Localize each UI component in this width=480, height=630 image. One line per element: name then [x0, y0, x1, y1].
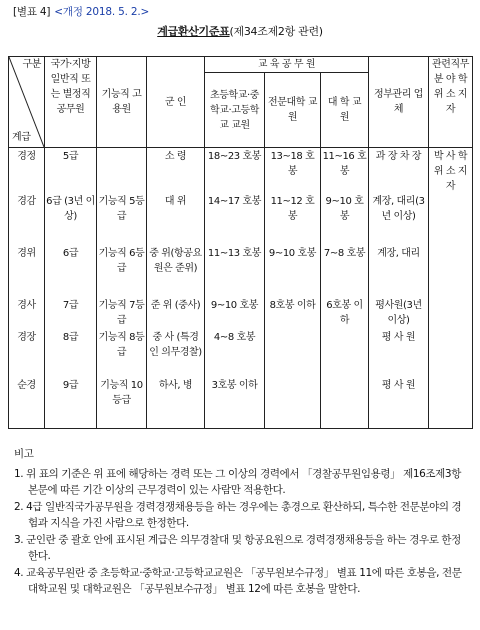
technical-cell: 기능직 6등급	[97, 246, 147, 298]
table-row	[9, 194, 473, 246]
school-teacher-cell: 14~17 호봉	[205, 194, 265, 246]
national-cell: 7급	[45, 298, 97, 330]
table-row	[9, 298, 473, 330]
remark-item: 2. 4급 일반직국가공무원을 경력경쟁채용등을 하는 경우에는 총경으로 환산하되, 특수한 전문분야의 경험과 지식을 가진 사람으로 한정한다.	[14, 500, 462, 529]
remark-item: 4. 교육공무원란 중 초등학교·중학교·고등학교교원은 「공무원보수규정」 별표 11에 따른 호봉을, 전문대학교원 및 대학교원은 「공무원보수규정」 별표 12에 따른 호봉을 말한다.	[14, 566, 462, 595]
related-degree-cell	[429, 330, 473, 378]
univ-teacher-cell: 6호봉 이하	[321, 298, 369, 330]
col-education-group-header: 교 육 공 무 원	[205, 57, 369, 73]
related-degree-cell	[429, 194, 473, 246]
military-cell: 준 위 (중사)	[147, 298, 205, 330]
annex-label: [별표 4]	[13, 6, 51, 18]
related-degree-cell	[429, 246, 473, 298]
rank-cell: 경감	[9, 194, 45, 246]
rank-cell: 순경	[9, 378, 45, 428]
univ-teacher-cell: 9~10 호봉	[321, 194, 369, 246]
college-teacher-cell: 13~18 호봉	[265, 148, 321, 195]
related-degree-cell: 박 사 학 위 소 지 자	[429, 148, 473, 195]
univ-teacher-cell	[321, 330, 369, 378]
technical-cell: 기능직 7등급	[97, 298, 147, 330]
remarks-section	[14, 446, 470, 598]
col-technical-header: 기능직 고용원	[97, 57, 147, 148]
rank-cell: 경사	[9, 298, 45, 330]
col-gov-agency-header: 정부관리 업체	[369, 57, 429, 148]
table-row	[9, 378, 473, 428]
college-teacher-cell: 11~12 호봉	[265, 194, 321, 246]
col-related-degree-header: 관련직무 분 야 학 위 소 지 자	[429, 57, 473, 148]
col-edu-univ-header: 대 학 교 원	[321, 73, 369, 148]
college-teacher-cell	[265, 378, 321, 428]
military-cell: 소 령	[147, 148, 205, 195]
national-cell: 6급	[45, 246, 97, 298]
remark-item: 3. 군인란 중 괄호 안에 표시된 계급은 의무경찰대 및 항공요원으로 경력경쟁채용등을 하는 경우로 한정한다.	[14, 533, 461, 562]
related-degree-cell	[429, 298, 473, 330]
corner-label-rank: 계급	[12, 132, 31, 143]
amendment-date: <개정 2018. 5. 2.>	[54, 6, 150, 18]
rank-cell: 경장	[9, 330, 45, 378]
corner-header	[9, 57, 45, 148]
college-teacher-cell	[265, 330, 321, 378]
col-military-header: 군 인	[147, 57, 205, 148]
national-cell: 8급	[45, 330, 97, 378]
univ-teacher-cell	[321, 378, 369, 428]
technical-cell: 기능직 5등급	[97, 194, 147, 246]
rank-cell: 경위	[9, 246, 45, 298]
remarks-list	[14, 466, 470, 598]
table-row	[9, 148, 473, 195]
univ-teacher-cell: 7~8 호봉	[321, 246, 369, 298]
school-teacher-cell: 4~8 호봉	[205, 330, 265, 378]
col-edu-school-header: 초등학교·중학교·고등학교 교원	[205, 73, 265, 148]
title-sub: (제34조제2항 관련)	[229, 25, 323, 38]
school-teacher-cell: 18~23 호봉	[205, 148, 265, 195]
national-cell: 6급 (3년 이상)	[45, 194, 97, 246]
title-main: 계급환산기준표	[157, 25, 230, 38]
gov-agency-cell: 평사원(3년 이상)	[369, 298, 429, 330]
school-teacher-cell: 9~10 호봉	[205, 298, 265, 330]
gov-agency-cell: 평 사 원	[369, 378, 429, 428]
college-teacher-cell: 8호봉 이하	[265, 298, 321, 330]
gov-agency-cell: 평 사 원	[369, 330, 429, 378]
military-cell: 중 위(항공요원은 준위)	[147, 246, 205, 298]
table-row	[9, 246, 473, 298]
table-title	[0, 23, 480, 39]
table-row	[9, 330, 473, 378]
rank-cell: 경정	[9, 148, 45, 195]
military-cell: 대 위	[147, 194, 205, 246]
univ-teacher-cell: 11~16 호봉	[321, 148, 369, 195]
military-cell: 중 사 (특경인 의무경찰)	[147, 330, 205, 378]
gov-agency-cell: 계장, 대리	[369, 246, 429, 298]
national-cell: 5급	[45, 148, 97, 195]
col-national-header: 국가·지방일반직 또는 별정직공무원	[45, 57, 97, 148]
gov-agency-cell: 계장, 대리(3년 이상)	[369, 194, 429, 246]
corner-label-division: 구분	[22, 59, 41, 70]
grade-conversion-table	[8, 56, 473, 429]
remark-item: 1. 위 표의 기준은 위 표에 해당하는 경력 또는 그 이상의 경력에서 「경찰공무원임용령」 제16조제3항 본문에 따른 기간 이상의 근무경력이 있는 사람만 적용한다.	[14, 467, 461, 496]
national-cell: 9급	[45, 378, 97, 428]
related-degree-cell	[429, 378, 473, 428]
school-teacher-cell: 3호봉 이하	[205, 378, 265, 428]
college-teacher-cell: 9~10 호봉	[265, 246, 321, 298]
military-cell: 하사, 병	[147, 378, 205, 428]
school-teacher-cell: 11~13 호봉	[205, 246, 265, 298]
technical-cell: 기능직 10등급	[97, 378, 147, 428]
col-edu-college-header: 전문대학 교 원	[265, 73, 321, 148]
technical-cell: 기능직 8등급	[97, 330, 147, 378]
technical-cell	[97, 148, 147, 195]
annex-header	[13, 4, 149, 19]
gov-agency-cell: 과 장 차 장	[369, 148, 429, 195]
remarks-title: 비고	[14, 448, 34, 460]
